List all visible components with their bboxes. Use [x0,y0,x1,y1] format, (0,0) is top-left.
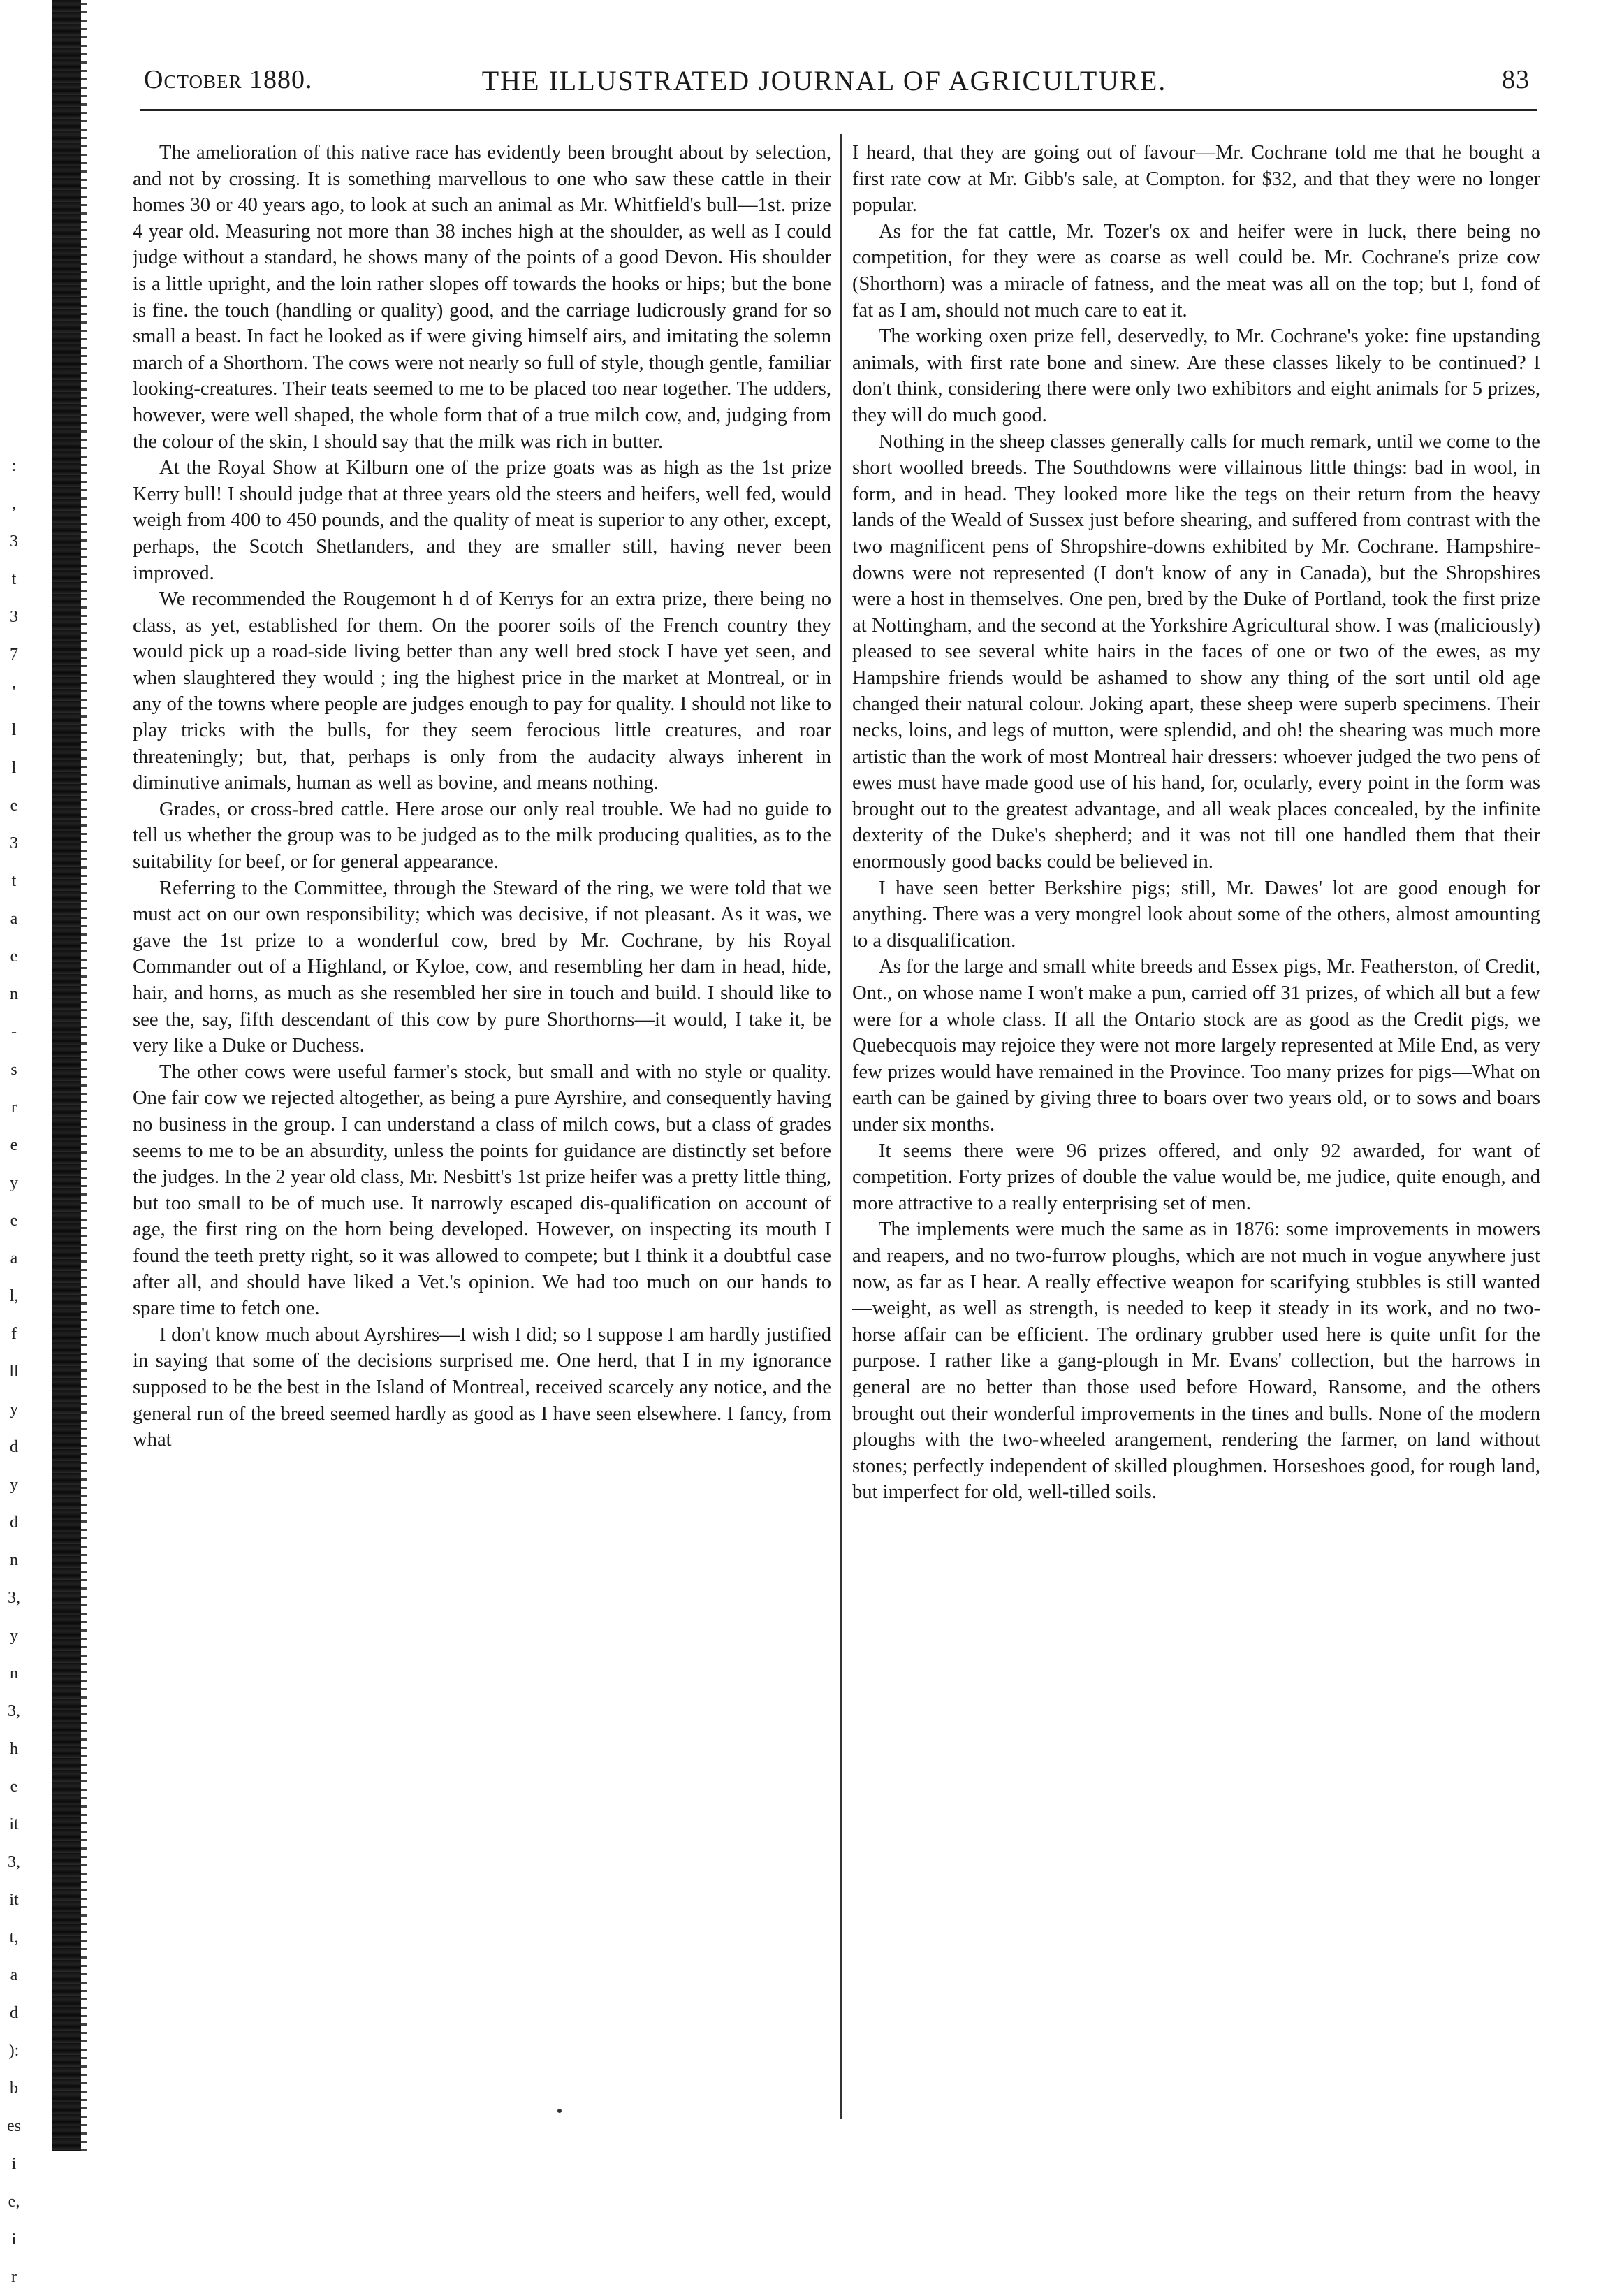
paragraph: Referring to the Committee, through the Steward of the ring, we were told that we must act on our own responsibility; which was decisive, if not pleasant. As it was, we gave the 1st prize to a wonderful cow, bred by Mr. Cochrane, by his Royal Commander out of a Highland, or Kyloe, cow, and resembling her dam in head, hide, hair, and horns, as much as she resembled her sire in touch and build. I should like to see the, say, fifth descendant of this cow by pure Shorthorns—it would, I take it, be very like a Duke or Duchess. [133,877,831,1057]
bleed-char: l, [9,1287,19,1305]
bleed-char: ): [8,2042,20,2060]
bleed-char: y [10,1400,18,1418]
paragraph: The other cows were useful farmer's stock, but small and with no style or quality. One fair cow we rejected altogether, as being a pure Ayrshire, and consequently having no business in the group. I can understand a class of milch cows, but a class of grades seems to me to be an absurdity, unless the points for guidance are distinctly set before the judges. In the 2 year old class, Mr. Nesbitt's 1st prize heifer was a pretty little thing, but too small to be of much use. It narrowly escaped dis-qualification on account of age, the first ring on the horn being developed. However, on inspecting its mouth I found the teeth pretty right, so it was allowed to compete; but I think it a doubtful case after all, and should have liked a Vet.'s opinion. We had too much on our hands to spare time to fetch one. [133,1061,831,1320]
column-divider [840,134,842,2119]
bleed-char: a [10,1249,18,1267]
bleed-char: e [10,797,18,815]
paragraph: It seems there were 96 prizes offered, and only 92 awarded, for want of competition. Forty prizes of double the value would be, me judice, quite enough, and more attractive to a really enterprising set of men. [852,1140,1540,1214]
paragraph: At the Royal Show at Kilburn one of the prize goats was as high as the 1st prize Kerry bull! I should judge that at three years old the steers and heifers, well fed, would weigh from 400 to 450 pounds, and the quality of meat is superior to any other, except, perhaps, the Scotch Shetlanders, and they are smaller still, having never been improved. [133,457,831,584]
bleed-char: , [12,495,16,513]
page-number: 83 [1502,65,1530,94]
bleed-char: d [10,1513,18,1532]
bleed-char: n [10,1664,18,1683]
bleed-char: t [11,872,17,890]
paragraph: The implements were much the same as in 1876: some improvements in mowers and reapers, and no two-furrow ploughs, which are not much in vogue anywhere just now, as far as I hear. A really effective weapon for scarifying stubbles is still wanted—weight, as well as strength, is needed to keep it steady in its work, and no two-horse affair can be efficient. The ordinary grubber used here is quite unfit for the purpose. I rather like a gang-plough in Mr. Evans' collection, but the harrows in general are no better than those used before Howard, Ransome, and the others brought out their wonderful improvements in the tines and bulls. None of the modern ploughs with the two-wheeled arangement, rendering the farmer, on land without stones; perfectly independent of skilled ploughmen. Horseshoes good, for rough land, but imperfect for old, well-tilled soils. [852,1219,1540,1504]
bleed-char: r [11,2268,17,2286]
bleed-char: h [10,1740,18,1758]
margin-bleed-through [0,447,28,2296]
bleed-char: 3, [8,1702,20,1720]
right-column [852,140,1540,2110]
bleed-char: i [11,2230,17,2248]
bleed-char: 7 [10,646,18,664]
bleed-char: it [9,1815,19,1833]
paragraph: We recommended the Rougemont h d of Kerrys for an extra prize, there being no class, as yet, established for them. On the poorer soils of the French country they would pick up a road-side living better than any well bred stock I have yet seen, and when slaughtered they would ; ing the highest price in the market at Montreal, or in any of the towns where people are judges enough to pay for quality. I should not like to play tricks with the bulls, for they seem ferocious little creatures, and roar threateningly; but, that, perhaps is only from the audacity always inherent in diminutive animals, human as well as bovine, and means nothing. [133,588,831,794]
bleed-char: l [11,759,17,777]
bleed-char: y [10,1476,18,1494]
bleed-char: e [10,947,18,966]
bleed-char: i [11,2155,17,2173]
bleed-char: a [10,1966,18,1984]
bleed-char: t [11,570,17,588]
bleed-char: : [11,457,17,475]
bleed-char: a [10,910,18,928]
bleed-char: n [10,1551,18,1569]
bleed-char: - [11,1023,17,1041]
bleed-char: ll [9,1363,19,1381]
paragraph: The amelioration of this native race has evidently been brought about by selection, and not by crossing. It is something marvellous to one who saw these cattle in their homes 30 or 40 years ago, to look at such an animal as Mr. Whitfield's bull—1st. prize 4 year old. Measuring not more than 38 inches high at the shoulder, as well as I could judge without a standard, he shows many of the points of a good Devon. His shoulder is a little upright, and the loin rather slopes off towards the hooks or hips; but the bone is fine. the touch (handling or quality) good, and the carriage ludicrously grand for so small a beast. In fact he looked as if were giving himself airs, and imitating the solemn march of a Shorthorn. The cows were not nearly so full of style, though gentle, familiar looking-creatures. Their teats seemed to me to be placed too near together. The udders, however, were well shaped, the whole form that of a true milch cow, and, judging from the colour of the skin, I should say that the milk was rich in butter. [133,142,831,453]
bleed-char: 3 [10,532,18,551]
paragraph: Grades, or cross-bred cattle. Here arose our only real trouble. We had no guide to tell us whether the group was to be judged as to the milk producing qualities, as to the suitability for beef, or for general appearance. [133,798,831,873]
left-column [133,140,831,2110]
bleed-char: 3, [8,1589,20,1607]
paragraph: I don't know much about Ayrshires—I wish I did; so I suppose I am hardly justified in saying that some of the decisions surprised me. One herd, that I in my ignorance supposed to be the best in the Island of Montreal, received scarcely any notice, and the general run of the breed seemed hardly as good as I have seen elsewhere. I fancy, from what [133,1323,831,1451]
bleed-char: t, [9,1928,19,1947]
bleed-char: e, [8,2193,20,2211]
bleed-char: y [10,1627,18,1645]
bleed-char: d [10,1438,18,1456]
running-header [105,64,1544,102]
bleed-char: 3 [10,834,18,852]
paragraph: I heard, that they are going out of favour—Mr. Cochrane told me that he bought a first rate cow at Mr. Gibb's sale, at Compton. for $32, and that they were no longer popular. [852,142,1540,217]
bleed-char: b [10,2079,18,2098]
bleed-char: es [7,2117,21,2135]
bleed-char: s [10,1061,17,1079]
issue-date: October 1880. [144,65,313,94]
paragraph: As for the large and small white breeds and Essex pigs, Mr. Featherston, of Credit, Ont., on whose name I won't make a pun, carried off 31 prizes, of which all but a few were for a whole class. If all the Ontario stock are as good as the Credit pigs, we Quebecquois may rejoice they were not more largely represented at Mile End, as very few prizes would have remained in the Province. Too many prizes for pigs—What on earth can be gained by giving three to boars over two years old, or to sows and boars under six months. [852,956,1540,1135]
bleed-char: 3, [8,1853,20,1871]
bleed-char: r [11,1098,17,1117]
paragraph: I have seen better Berkshire pigs; still, Mr. Dawes' lot are good enough for anything. There was a very mongrel look about some of the others, almost amounting to a disqualification. [852,877,1540,952]
bleed-char: f [11,1325,17,1343]
print-speck [557,2109,562,2113]
bleed-char: d [10,2004,18,2022]
scan-binding-edge [52,0,81,2151]
bleed-char: y [10,1174,18,1192]
bleed-char: ' [12,683,16,702]
header-rule [140,109,1537,111]
paragraph: Nothing in the sheep classes generally calls for much remark, until we come to the short woolled breeds. The Southdowns were villainous little things: bad in wool, in form, and in head. They looked more like the tegs on their return from the heavy lands of the Weald of Sussex just before shearing, and suffered from contrast with the two magnificent pens of Shropshire-downs exhibited by Mr. Cochrane. Hampshire-downs were not represented (I don't know of any in Canada), but the Shropshires were a host in themselves. One pen, bred by the Duke of Portland, took the first prize at Nottingham, and the second at the Yorkshire Agricultural show. I was (maliciously) pleased to see several white hairs in the faces of one or two of the ewes, as my Hampshire friends would be ashamed to show any thing of the sort until old age changed their natural colour. Joking apart, these sheep were superb specimens. Their necks, loins, and legs of mutton, were splendid, and oh! the shearing was much more artistic than the work of most Montreal hair dressers: whoever judged the two pens of ewes must have made good use of his hand, for, ocularly, every point in the form was brought out to the greatest advantage, and all weak places concealed, by the infinite dexterity of the Duke's shepherd; and it was not till one handled them that their enormously good backs could be believed in. [852,430,1540,873]
journal-title: THE ILLUSTRATED JOURNAL OF AGRICULTURE. [481,65,1167,96]
paragraph: As for the fat cattle, Mr. Tozer's ox and heifer were in luck, there being no competition, for they were as coarse as well could be. Mr. Cochrane's prize cow (Shorthorn) was a miracle of fatness, and the meat was all on the top; but I, fond of fat as I am, should not much care to eat it. [852,220,1540,321]
bleed-char: e [10,1212,18,1230]
bleed-char: e [10,1136,18,1154]
paragraph: The working oxen prize fell, deservedly, to Mr. Cochrane's yoke: fine upstanding animals, with first rate bone and sinew. Are these classes likely to be continued? I don't think, considering there were only two exhibitors and eight animals for 5 prizes, they will do much good. [852,326,1540,426]
bleed-char: e [10,1778,18,1796]
bleed-char: n [10,985,18,1003]
bleed-char: l [11,721,17,739]
bleed-char: 3 [10,608,18,626]
bleed-char: it [9,1891,19,1909]
